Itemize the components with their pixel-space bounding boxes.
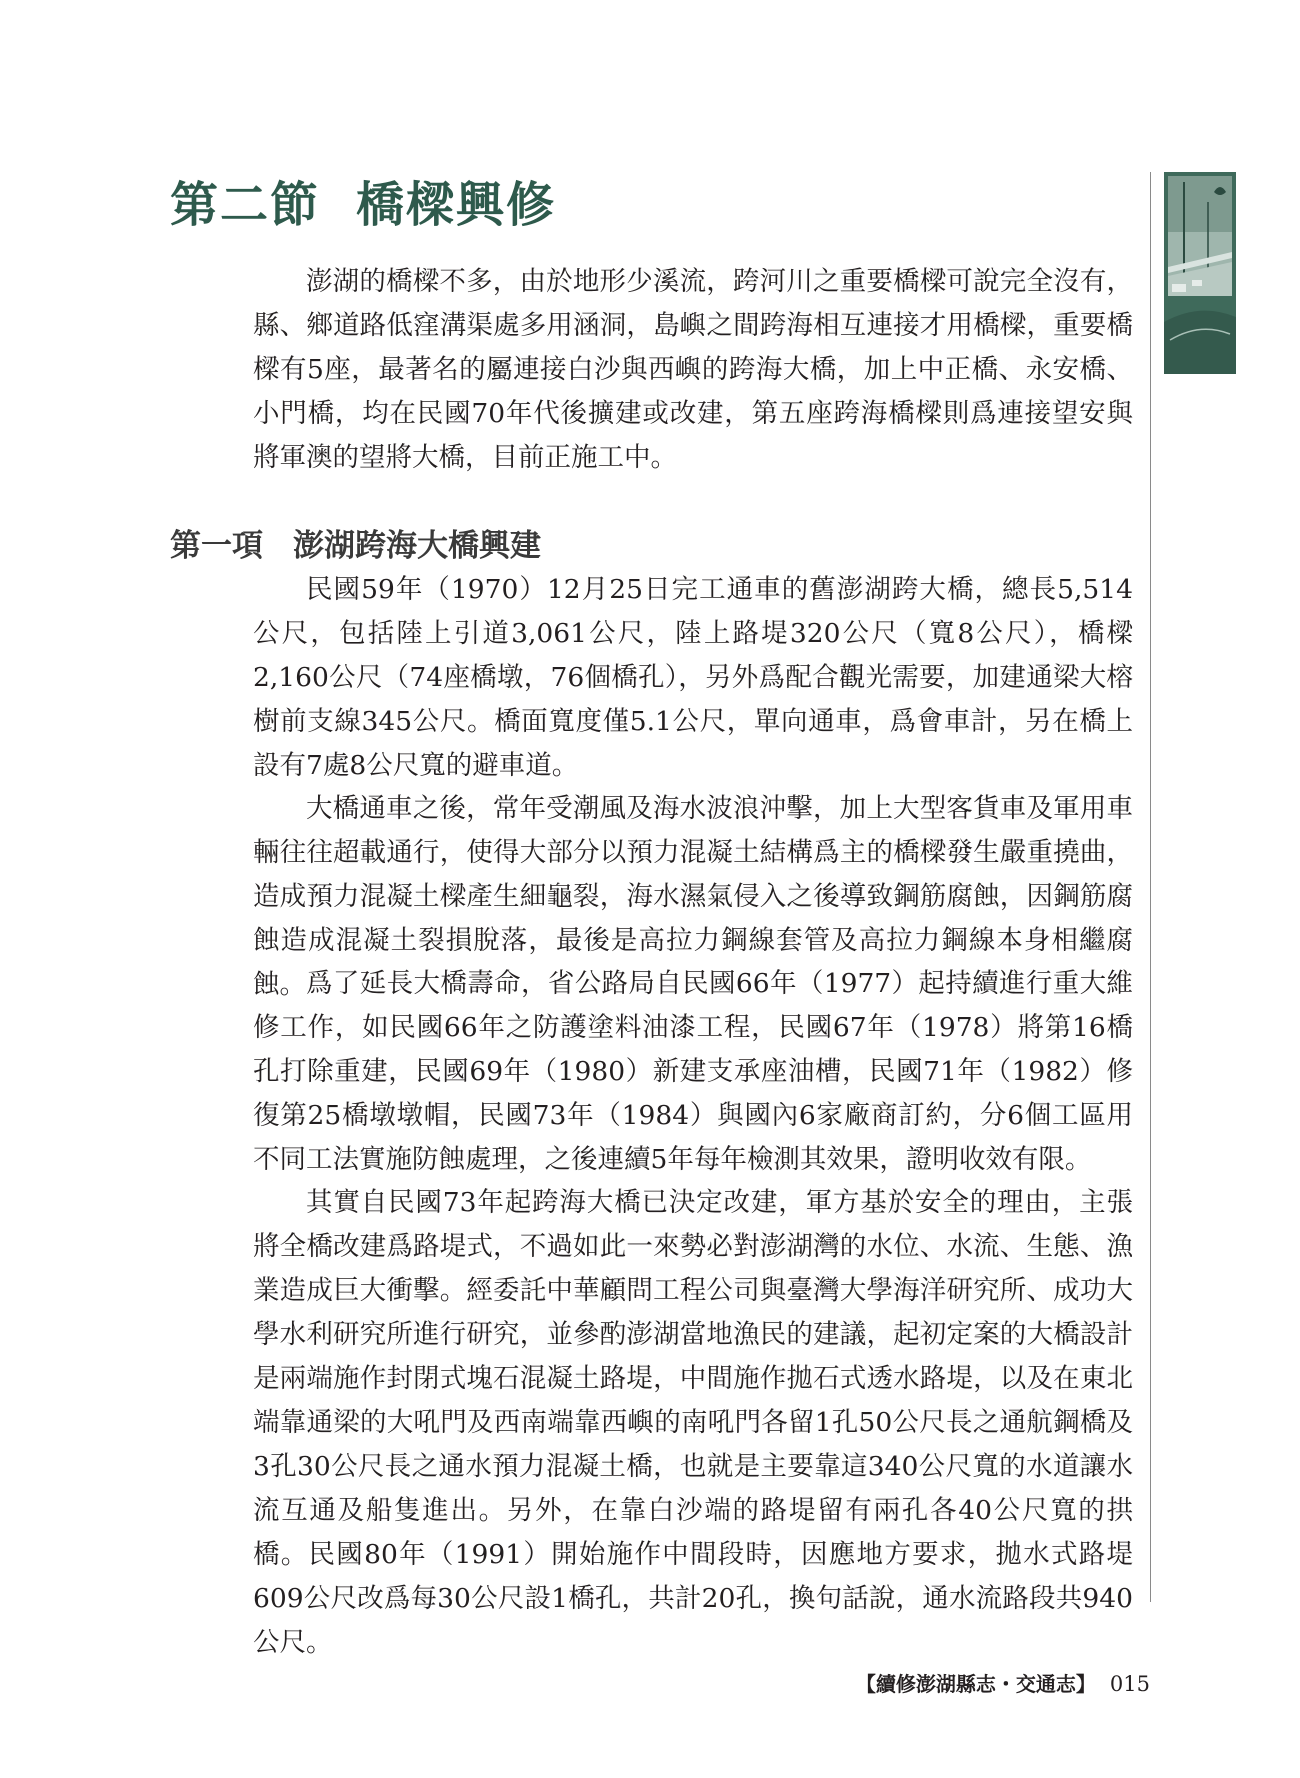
- page-number: 015: [1109, 1672, 1150, 1696]
- page-footer: [856, 1668, 1150, 1697]
- bridge-photo-thumbnail: [1164, 172, 1236, 374]
- section-name: 澎湖跨海大橋興建: [293, 528, 541, 564]
- body-paragraph: 民國59年（1970）12月25日完工通車的舊澎湖跨大橋，總長5,514公尺，包括陸上引道3,061公尺，陸上路堤320公尺（寬8公尺），橋樑2,160公尺（74座橋墩，76個橋孔），另外爲配合觀光需要，加建通梁大榕樹前支線345公尺。橋面寬度僅5.1公尺，單向通車，爲會車計，另在橋上設有7處8公尺寬的避車道。: [253, 574, 1133, 781]
- bridge-photo-icon: [1164, 172, 1236, 374]
- chapter-number: 第二節: [170, 177, 321, 233]
- section-title: [170, 520, 541, 565]
- chapter-name: 橋樑興修: [356, 177, 557, 233]
- book-title: 【續修澎湖縣志・交通志】: [855, 1672, 1096, 1696]
- margin-divider: [1150, 172, 1151, 1602]
- section-number: 第一項: [170, 528, 263, 564]
- body-paragraph: 其實自民國73年起跨海大橋已決定改建，軍方基於安全的理由，主張將全橋改建爲路堤式，不過如此一來勢必對澎湖灣的水位、水流、生態、漁業造成巨大衝擊。經委託中華顧問工程公司與臺灣大學海洋研究所、成功大學水利研究所進行研究，並參酌澎湖當地漁民的建議，起初定案的大橋設計是兩端施作封閉式塊石混凝土路堤，中間施作拋石式透水路堤，以及在東北端靠通梁的大吼門及西南端靠西嶼的南吼門各留1孔50公尺長之通航鋼橋及3孔30公尺長之通水預力混凝土橋，也就是主要靠這340公尺寬的水道讓水流互通及船隻進出。另外，在靠白沙端的路堤留有兩孔各40公尺寬的拱橋。民國80年（1991）開始施作中間段時，因應地方要求，拋水式路堤609公尺改爲每30公尺設1橋孔，共計20孔，換句話說，通水流路段共940公尺。: [253, 1187, 1133, 1658]
- intro-paragraph: 澎湖的橋樑不多，由於地形少溪流，跨河川之重要橋樑可說完全沒有，縣、鄉道路低窪溝渠處多用涵洞，島嶼之間跨海相互連接才用橋樑，重要橋樑有5座，最著名的屬連接白沙與西嶼的跨海大橋，加上中正橋、永安橋、小門橋，均在民國70年代後擴建或改建，第五座跨海橋樑則爲連接望安與將軍澳的望將大橋，目前正施工中。: [253, 266, 1133, 473]
- body-paragraph: 爲了延長大橋壽命，省公路局自民國66年（1977）起持續進行重大維修工作，如民國66年之防護塗料油漆工程，民國67年（1978）將第16橋孔打除重建，民國69年（1980）新建支承座油槽，民國71年（1982）修復第25橋墩墩帽，民國73年（1984）與國內6家廠商訂約，分6個工區用不同工法實施防蝕處理，之後連續5年每年檢測其效果，證明收效有限。: [253, 968, 1133, 1175]
- body-paragraph: 大橋通車之後，常年受潮風及海水波浪沖擊，加上大型客貨車及軍用車輛往往超載通行，使得大部分以預力混凝土結構爲主的橋樑發生嚴重撓曲，造成預力混凝土樑產生細龜裂，海水濕氣侵入之後導致鋼筋腐蝕，因鋼筋腐蝕造成混凝土裂損脫落，最後是高拉力鋼線套管及高拉力鋼線本身相繼腐蝕。: [253, 793, 1133, 1000]
- chapter-title: [170, 166, 556, 235]
